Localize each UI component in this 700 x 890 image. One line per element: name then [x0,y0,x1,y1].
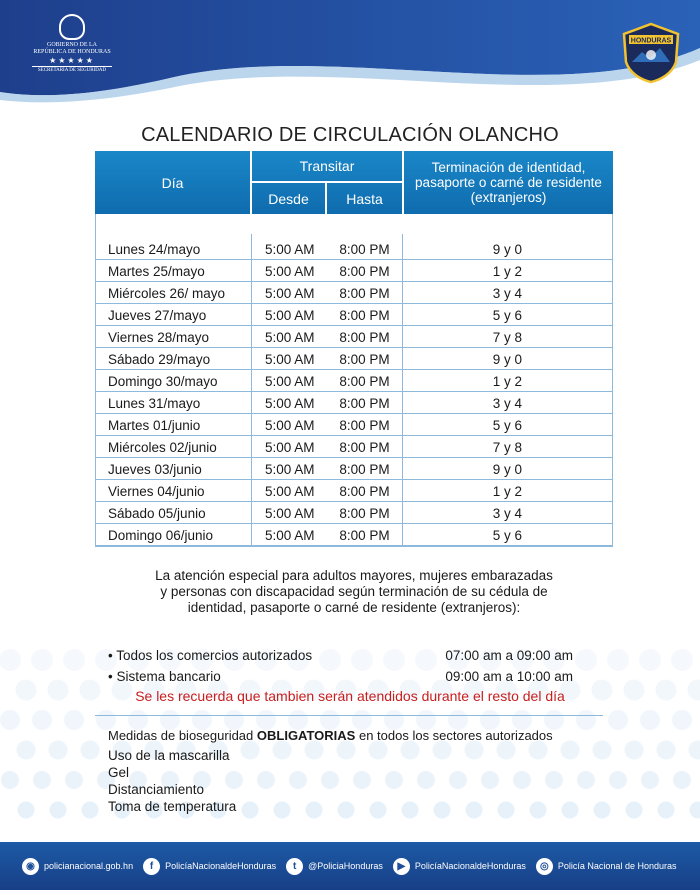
decorative-dot [657,741,676,760]
decorative-dot [625,741,644,760]
cell-day: Jueves 27/mayo [96,304,252,325]
schedule-bullets [108,645,573,687]
footer-link-twitter[interactable]: t @PoliciaHonduras [286,858,383,875]
decorative-dot [50,802,67,819]
bullet-time: 09:00 am a 10:00 am [445,669,573,684]
cell-hasta: 8:00 PM [339,352,390,367]
gov-stars: ★★★★★ [49,56,95,65]
footer-link-youtube[interactable]: ▶ PolicíaNacionaldeHonduras [393,858,526,875]
footer-link-facebook[interactable]: f PolicíaNacionaldeHonduras [143,858,276,875]
cell-desde: 5:00 AM [265,286,315,301]
cell-hasta: 8:00 PM [339,396,390,411]
cell-day: Sábado 05/junio [96,502,252,523]
cell-termination: 1 y 2 [402,480,612,501]
gov-line3: SECRETARÍA DE SEGURIDAD [32,66,112,74]
decorative-dot [63,649,85,671]
cell-day: Lunes 31/mayo [96,392,252,413]
cell-termination: 3 y 4 [402,502,612,523]
instagram-icon: ◎ [536,858,553,875]
table-row [96,348,612,370]
decorative-dot [577,771,595,789]
cell-desde: 5:00 AM [265,462,315,477]
cell-desde: 5:00 AM [265,418,315,433]
cell-desde: 5:00 AM [265,484,315,499]
cell-desde: 5:00 AM [265,330,315,345]
cell-termination: 9 y 0 [402,458,612,479]
decorative-dot [17,741,36,760]
table-row [96,414,612,436]
decorative-dot [33,771,51,789]
col-header-termination: Terminación de identidad, pasaporte o carné de residente (extranjeros) [402,151,613,214]
cell-hasta: 8:00 PM [339,264,390,279]
cell-day: Martes 01/junio [96,414,252,435]
decorative-dot [18,802,35,819]
reminder-text: Se les recuerda que tambien serán atendidos durante el resto del día [135,688,565,704]
cell-termination: 7 y 8 [402,436,612,457]
table-row [96,480,612,502]
table-row [96,326,612,348]
cell-termination: 3 y 4 [402,392,612,413]
gov-line1: GOBIERNO DE LA [47,42,97,48]
shield-icon: ◉ [22,858,39,875]
biosecurity-section [108,727,553,815]
info-line3: identidad, pasaporte o carné de residente (extranjeros): [187,600,521,615]
cell-termination: 9 y 0 [402,348,612,369]
police-badge-icon [620,22,682,84]
decorative-dot [82,802,99,819]
decorative-dot [576,710,596,730]
cell-day: Jueves 03/junio [96,458,252,479]
decorative-dot [1,771,19,789]
cell-hasta: 8:00 PM [339,462,390,477]
bullet-time: 07:00 am a 09:00 am [445,648,573,663]
table-row [96,260,612,282]
decorative-dot [575,649,597,671]
decorative-dot [607,649,629,671]
bullet-row-bank [108,666,573,687]
decorative-dot [64,710,84,730]
cell-day: Miércoles 26/ mayo [96,282,252,303]
decorative-dot [608,710,628,730]
decorative-dot [31,649,53,671]
bullet-row-commerce [108,645,573,666]
table-row [96,502,612,524]
biosecurity-item: Distanciamiento [108,782,205,797]
decorative-dot [640,710,660,730]
cell-day: Domingo 06/junio [96,524,252,545]
cell-day: Sábado 29/mayo [96,348,252,369]
decorative-dot [0,649,21,671]
footer-link-website[interactable]: ◉ policianacional.gob.hn [22,858,133,875]
cell-termination: 1 y 2 [402,260,612,281]
circulation-table [95,151,613,547]
cell-hasta: 8:00 PM [339,330,390,345]
col-header-transitar: Transitar [252,151,402,183]
cell-day: Viernes 28/mayo [96,326,252,347]
decorative-dot [639,649,661,671]
cell-termination: 7 y 8 [402,326,612,347]
table-row [96,234,612,260]
coat-of-arms-icon [59,14,85,40]
cell-termination: 3 y 4 [402,282,612,303]
cell-hasta: 8:00 PM [339,308,390,323]
decorative-dot [32,710,52,730]
cell-termination: 5 y 6 [402,304,612,325]
cell-desde: 5:00 AM [265,308,315,323]
cell-day: Domingo 30/mayo [96,370,252,391]
cell-hasta: 8:00 PM [339,242,390,257]
col-header-desde: Desde [252,183,327,214]
table-row [96,458,612,480]
facebook-icon: f [143,858,160,875]
gov-line2: REPÚBLICA DE HONDURAS [33,49,111,55]
twitter-icon: t [286,858,303,875]
cell-day: Miércoles 02/junio [96,436,252,457]
decorative-dot [562,802,579,819]
cell-desde: 5:00 AM [265,528,315,543]
page-title: CALENDARIO DE CIRCULACIÓN OLANCHO [141,124,559,146]
cell-desde: 5:00 AM [265,264,315,279]
biosecurity-item: Toma de temperatura [108,799,237,814]
cell-day: Martes 25/mayo [96,260,252,281]
cell-termination: 5 y 6 [402,524,612,545]
cell-desde: 5:00 AM [265,440,315,455]
biosecurity-item: Gel [108,765,130,780]
cell-desde: 5:00 AM [265,396,315,411]
decorative-dot [690,802,700,819]
cell-termination: 1 y 2 [402,370,612,391]
footer-link-instagram[interactable]: ◎ Policía Nacional de Honduras [536,858,677,875]
decorative-dot [561,741,580,760]
cell-hasta: 8:00 PM [339,374,390,389]
youtube-icon: ▶ [393,858,410,875]
cell-desde: 5:00 AM [265,506,315,521]
table-body [95,214,613,547]
cell-hasta: 8:00 PM [339,418,390,433]
col-header-day: Día [95,151,252,214]
bullet-label: • Sistema bancario [108,669,221,684]
special-attention-text [95,568,613,616]
decorative-dot [641,771,659,789]
decorative-dot [81,741,100,760]
cell-hasta: 8:00 PM [339,506,390,521]
cell-termination: 5 y 6 [402,414,612,435]
decorative-dot [609,771,627,789]
cell-termination: 9 y 0 [402,234,612,259]
decorative-dot [673,771,691,789]
government-logo [22,14,122,74]
decorative-dot [689,741,700,760]
biosecurity-item: Uso de la mascarilla [108,748,230,763]
col-header-hasta: Hasta [346,190,383,207]
table-row [96,370,612,392]
decorative-dot [671,649,693,671]
decorative-dot [65,771,83,789]
decorative-dot [594,802,611,819]
biosecurity-title: Medidas de bioseguridad OBLIGATORIAS en todos los sectores autorizados [108,728,553,743]
section-divider [95,715,603,716]
cell-hasta: 8:00 PM [339,484,390,499]
cell-hasta: 8:00 PM [339,440,390,455]
decorative-dot [49,741,68,760]
cell-desde: 5:00 AM [265,242,315,257]
cell-hasta: 8:00 PM [339,528,390,543]
table-row [96,392,612,414]
decorative-dot [658,802,675,819]
social-footer [0,842,700,890]
badge-text: HONDURAS [630,37,672,45]
decorative-dot [593,741,612,760]
cell-day: Viernes 04/junio [96,480,252,501]
table-row [96,282,612,304]
info-line1: La atención especial para adultos mayores, mujeres embarazadas [155,568,553,583]
bullet-label: • Todos los comercios autorizados [108,648,313,663]
cell-desde: 5:00 AM [265,374,315,389]
table-row [96,304,612,326]
table-row [96,436,612,458]
cell-hasta: 8:00 PM [339,286,390,301]
table-row [96,524,612,546]
decorative-dot [672,710,692,730]
decorative-dot [0,710,20,730]
cell-desde: 5:00 AM [265,352,315,367]
decorative-dot [626,802,643,819]
table-header [95,151,613,214]
info-line2: y personas con discapacidad según terminación de su cédula de [160,584,548,599]
cell-day: Lunes 24/mayo [96,234,252,259]
